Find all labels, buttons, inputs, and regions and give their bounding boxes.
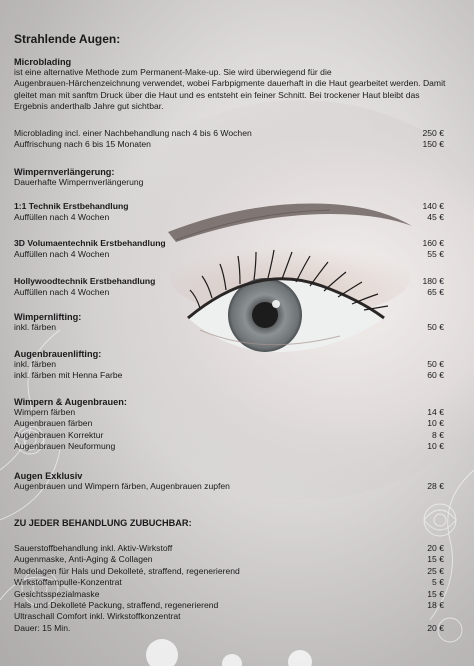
price-value: 28 € <box>427 481 444 491</box>
price-label: Sauerstoffbehandlung inkl. Aktiv-Wirkstoff <box>14 543 173 553</box>
price-row <box>14 600 444 611</box>
price-value: 20 € <box>427 543 444 553</box>
price-row <box>14 238 444 249</box>
price-value: 15 € <box>427 588 444 599</box>
price-label: Auffrischung nach 6 bis 15 Monaten <box>14 139 151 150</box>
price-row <box>14 418 444 429</box>
section-heading-zubuchbar: ZU JEDER BEHANDLUNG ZUBUCHBAR: <box>14 518 192 528</box>
price-label: 1:1 Technik Erstbehandlung <box>14 201 129 211</box>
page-title: Strahlende Augen: <box>14 32 121 46</box>
price-value: 8 € <box>432 429 444 440</box>
section-wimpernverlaengerung <box>14 167 444 188</box>
price-row <box>14 128 444 139</box>
price-row <box>14 359 444 370</box>
price-label: inkl. färben mit Henna Farbe <box>14 370 123 381</box>
price-value: 15 € <box>427 554 444 565</box>
price-row <box>14 441 444 452</box>
price-value: 180 € <box>422 276 444 286</box>
price-value: 250 € <box>422 128 444 138</box>
price-row <box>14 623 444 634</box>
price-value: 50 € <box>427 322 444 332</box>
section-heading: Microblading <box>14 57 72 67</box>
paragraph-line: gleitet man mit sanftm Druck über die Haut und es entsteht ein feiner Schnitt. Bei trockener Haut bleibt das <box>14 89 420 100</box>
price-row <box>14 577 444 588</box>
section-microblading <box>14 57 444 113</box>
price-label: 3D Volumaentechnik Erstbehandlung <box>14 238 166 248</box>
section-hollywood <box>14 276 444 299</box>
price-value: 14 € <box>427 407 444 417</box>
section-wimpern-augenbrauen <box>14 397 444 453</box>
price-label: Hollywoodtechnik Erstbehandlung <box>14 276 156 286</box>
section-zubuchbar <box>14 543 444 634</box>
price-label: Wirkstoffampulle-Konzentrat <box>14 577 122 588</box>
price-label: Augenbrauen und Wimpern färben, Augenbrauen zupfen <box>14 481 230 491</box>
price-value: 20 € <box>427 622 444 633</box>
price-label: Auffüllen nach 4 Wochen <box>14 249 110 260</box>
price-value: 25 € <box>427 565 444 576</box>
section-heading: Wimpernverlängerung: <box>14 167 115 177</box>
price-label: Augenmaske, Anti-Aging & Collagen <box>14 554 153 565</box>
price-group-microblading <box>14 128 444 151</box>
price-label: inkl. färben <box>14 322 57 332</box>
price-row <box>14 407 444 418</box>
price-value: 5 € <box>432 577 444 588</box>
price-row <box>14 276 444 287</box>
price-value: 50 € <box>427 359 444 369</box>
price-row <box>14 201 444 212</box>
section-augen-exklusiv <box>14 471 444 492</box>
price-value: 10 € <box>427 418 444 429</box>
price-label: Augenbrauen Korrektur <box>14 429 104 440</box>
section-heading: Wimpernlifting: <box>14 312 82 322</box>
section-heading: Wimpern & Augenbrauen: <box>14 397 127 407</box>
price-value: 150 € <box>422 139 444 150</box>
price-row <box>14 139 444 150</box>
price-label: Modelagen für Hals und Dekolleté, straffend, regenerierend <box>14 565 240 576</box>
section-volumen-3d <box>14 238 444 261</box>
price-label: Ultraschall Comfort inkl. Wirkstoffkonzentrat <box>14 611 181 622</box>
section-wimpernlifting <box>14 312 444 333</box>
price-label: Auffüllen nach 4 Wochen <box>14 212 110 223</box>
price-value: 45 € <box>427 212 444 223</box>
price-value: 60 € <box>427 370 444 381</box>
price-row <box>14 589 444 600</box>
price-label: Auffüllen nach 4 Wochen <box>14 287 110 298</box>
price-value: 65 € <box>427 287 444 298</box>
price-value: 18 € <box>427 600 444 611</box>
price-row <box>14 611 444 622</box>
price-value: 55 € <box>427 249 444 260</box>
floral-ornament-bottom <box>146 639 312 666</box>
price-row <box>14 543 444 554</box>
price-label: Hals und Dekolleté Packung, straffend, regenerierend <box>14 600 219 611</box>
price-row <box>14 212 444 223</box>
price-row <box>14 430 444 441</box>
price-row <box>14 287 444 298</box>
price-label: Dauer: 15 Min. <box>14 622 71 633</box>
price-label: Wimpern färben <box>14 407 76 417</box>
price-label: Augenbrauen färben <box>14 418 93 429</box>
price-label: Augenbrauen Neuformung <box>14 441 116 452</box>
price-value: 10 € <box>427 441 444 452</box>
paragraph-line: Augenbrauen-Härchenzeichnung verwendet, wobei Farbpigmente dauerhaft in die Haut gearbeitet werden. Damit <box>14 78 446 89</box>
price-label: Microblading incl. einer Nachbehandlung nach 4 bis 6 Wochen <box>14 128 252 138</box>
price-row <box>14 566 444 577</box>
price-row <box>14 554 444 565</box>
section-augenbrauenlifting <box>14 349 444 382</box>
section-heading: Augenbrauenlifting: <box>14 349 102 359</box>
price-row <box>14 249 444 260</box>
section-technik-1-1 <box>14 201 444 224</box>
price-row <box>14 481 444 492</box>
price-value: 140 € <box>422 201 444 211</box>
paragraph-line: Ergebnis anderthalb Jahre gut sichtbar. <box>14 101 164 112</box>
price-row <box>14 322 444 333</box>
section-heading: Augen Exklusiv <box>14 471 83 481</box>
section-subtitle: Dauerhafte Wimpernverlängerung <box>14 177 144 187</box>
price-row <box>14 370 444 381</box>
paragraph-line: ist eine alternative Methode zum Permanent-Make-up. Sie wird überwiegend für die <box>14 67 332 77</box>
price-value: 160 € <box>422 238 444 248</box>
price-label: Gesichtsspezialmaske <box>14 588 100 599</box>
price-label: inkl. färben <box>14 359 57 369</box>
